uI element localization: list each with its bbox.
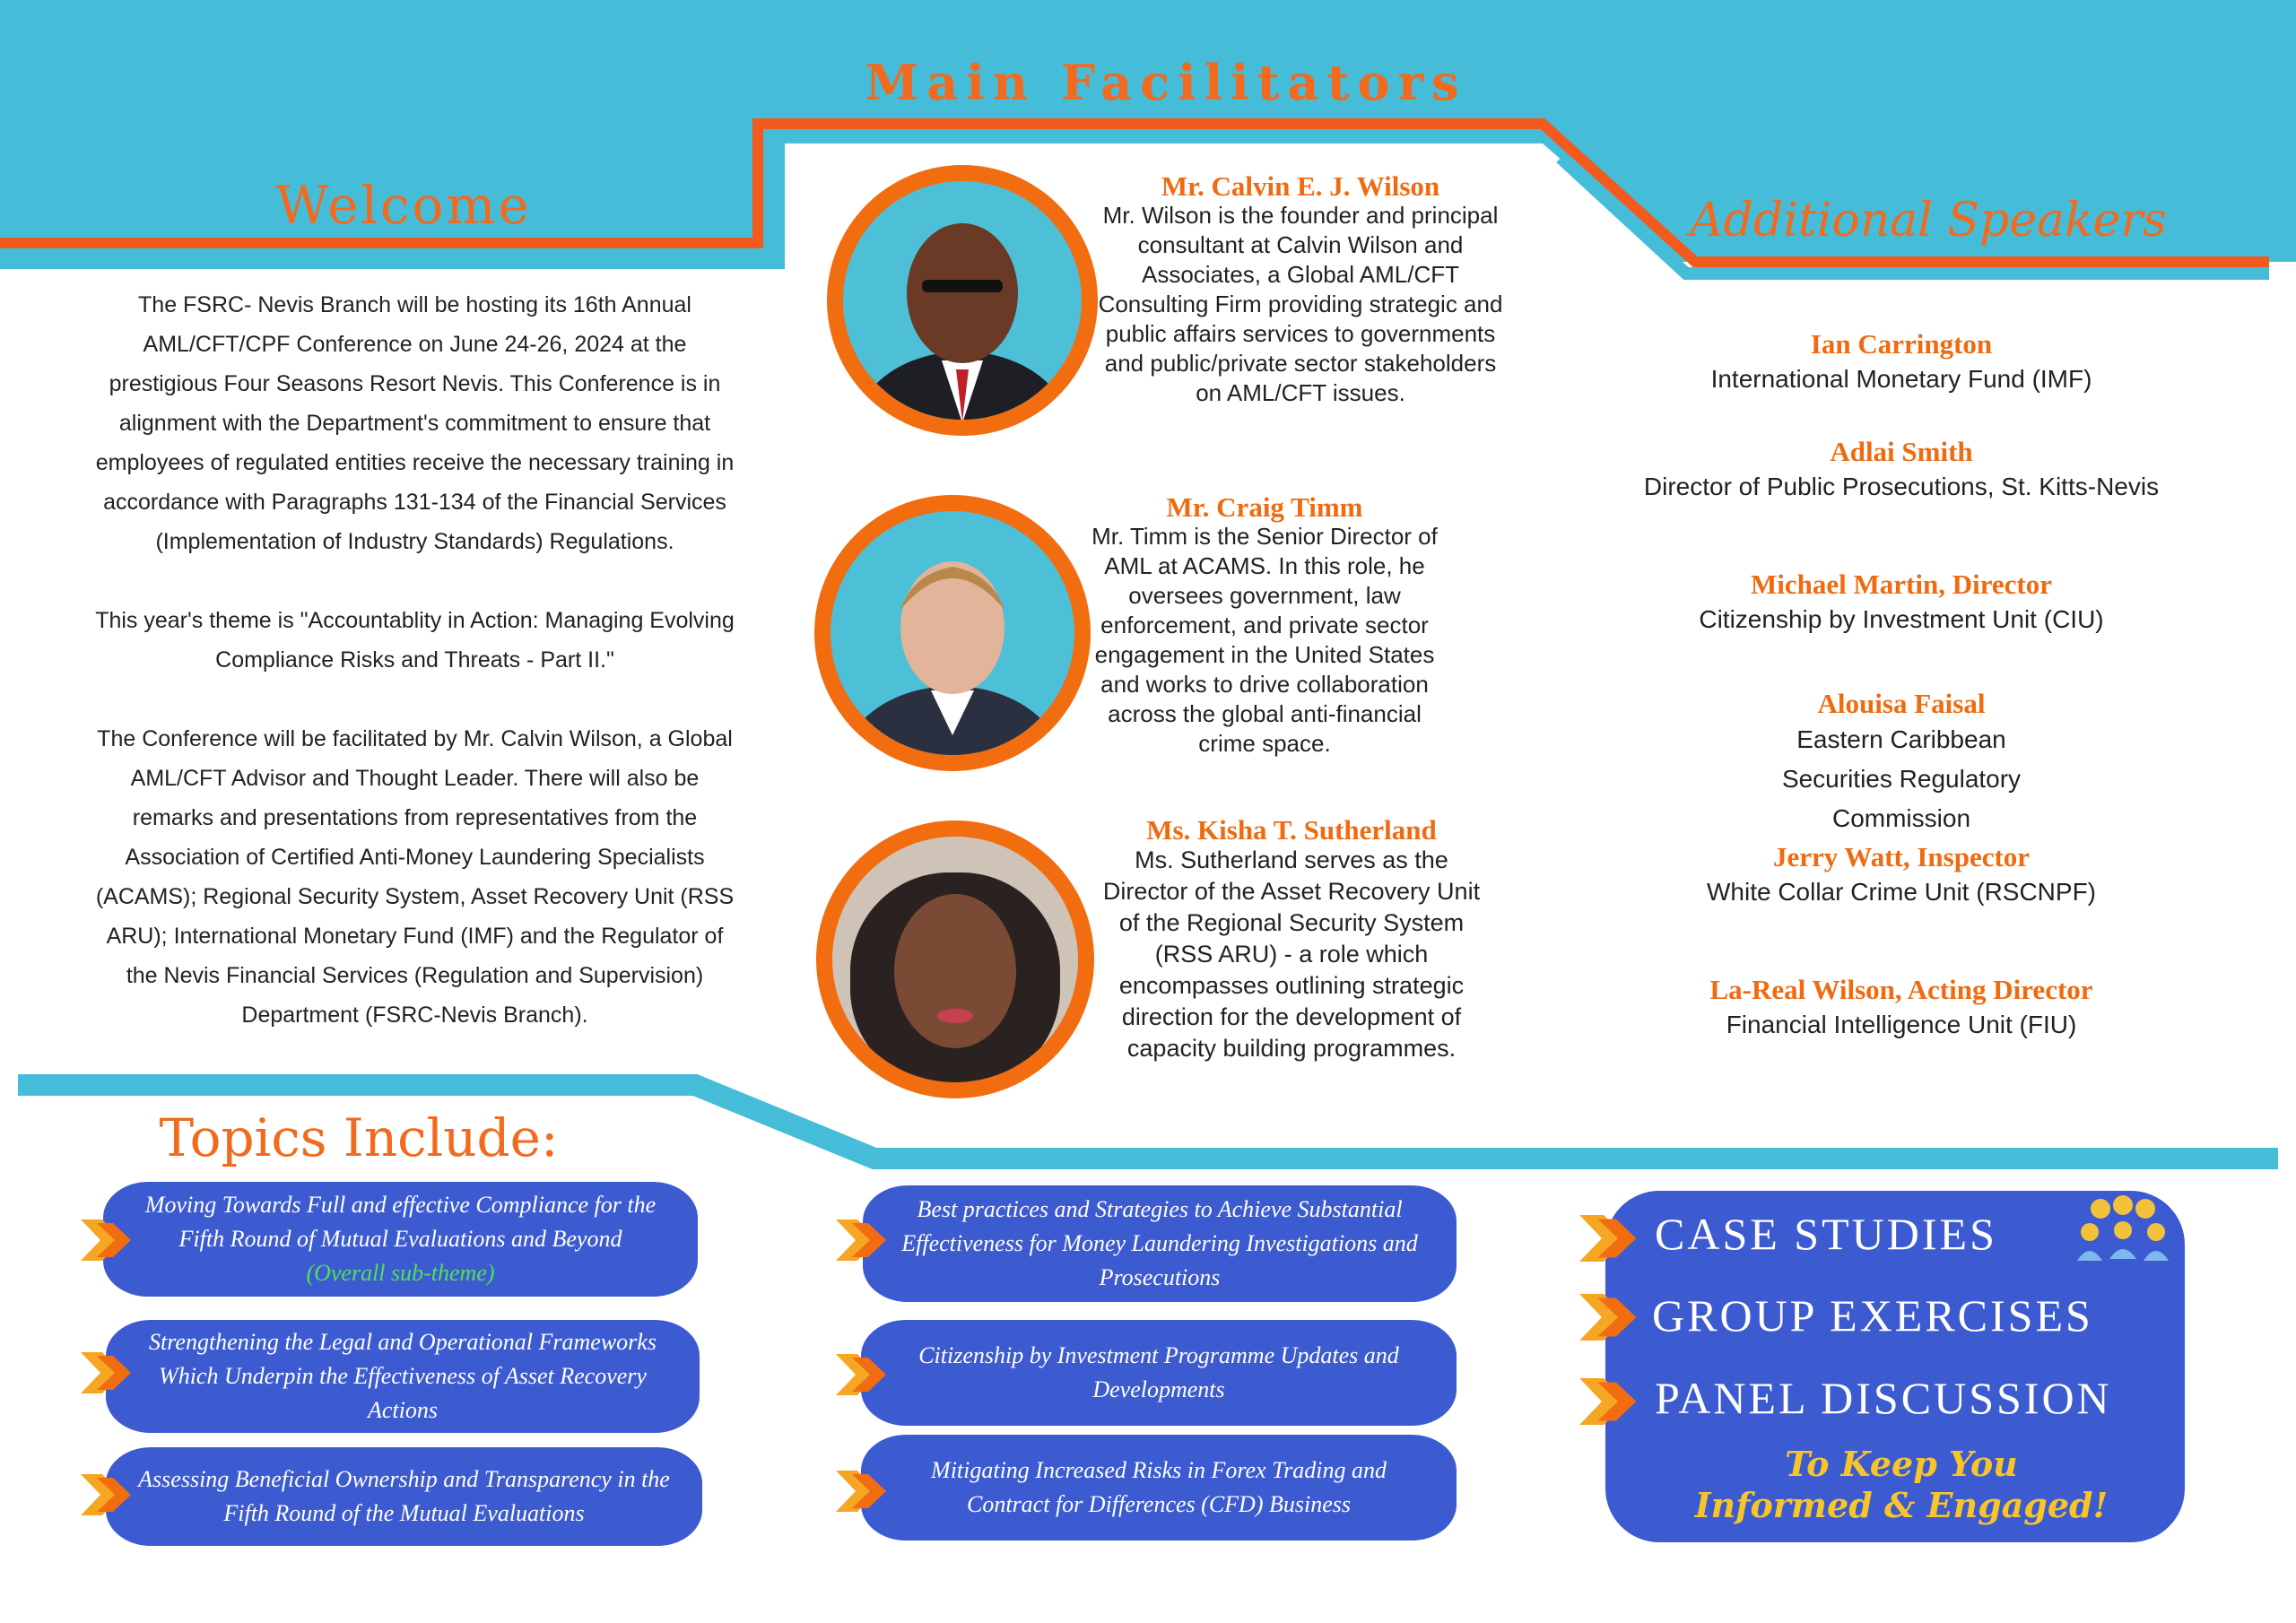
activities-tagline <box>1668 1444 2135 1526</box>
facilitator-timm <box>1085 491 1444 759</box>
facilitator-bio: Mr. Timm is the Senior Director of AML at ACAMS. In this role, he oversees government, law enforcement, and private sector engagement in the United States and works to drive collaboration across the global anti-financial crime space. <box>1091 523 1438 757</box>
speaker-org: Eastern Caribbean Securities Regulatory Commission <box>1781 725 2022 832</box>
speaker-smith <box>1596 436 2206 506</box>
speaker-name: La-Real Wilson, Acting Director <box>1709 974 2093 1005</box>
topic-text: Moving Towards Full and effective Compliance for the Fifth Round of Mutual Evaluations and Beyond <box>144 1192 657 1252</box>
welcome-body <box>94 285 735 1035</box>
topic-text: Citizenship by Investment Programme Updates and Developments <box>918 1342 1399 1402</box>
speaker-la-real-wilson <box>1596 974 2206 1044</box>
topic-text: Strengthening the Legal and Operational Frameworks Which Underpin the Effectiveness of Asset Recovery Actions <box>149 1329 657 1423</box>
chevron-arrow-icon <box>1578 1294 1641 1341</box>
chevron-arrow-icon <box>836 1354 890 1395</box>
facilitator-photo-sutherland <box>816 820 1094 1098</box>
speaker-martin <box>1596 568 2206 638</box>
speaker-name: Alouisa Faisal <box>1817 688 1986 719</box>
speaker-watt <box>1596 841 2206 911</box>
group-people-icon <box>2074 1194 2172 1266</box>
speaker-name: Jerry Watt, Inspector <box>1772 841 2031 872</box>
topic-text: Mitigating Increased Risks in Forex Trading and Contract for Differences (CFD) Business <box>931 1457 1387 1517</box>
topic-pill <box>103 1182 698 1297</box>
tagline-line-1: To Keep You <box>1785 1444 2018 1484</box>
main-facilitators-heading: Main Facilitators <box>865 54 1467 111</box>
speaker-faisal <box>1749 688 2054 838</box>
welcome-paragraph-3: The Conference will be facilitated by Mr. Calvin Wilson, a Global AML/CFT Advisor and Thought Leader. There will also be remarks and presentations from representatives from the Association of Certified Anti-Money Laundering Specialists (ACAMS); Regional Security System, Asset Recovery Unit (RSS ARU); International Monetary Fund (IMF) and the Regulator of the Nevis Financial Services (Regulation and Supervision) Department (FSRC-Nevis Branch). <box>95 726 735 1028</box>
topic-text: Best practices and Strategies to Achieve Substantial Effectiveness for Money Laundering Investigations and Prosecutions <box>901 1196 1418 1290</box>
facilitator-wilson <box>1094 170 1507 408</box>
speaker-org: Financial Intelligence Unit (FIU) <box>1726 1011 2077 1038</box>
topics-heading: Topics Include: <box>159 1107 559 1168</box>
welcome-paragraph-2: This year's theme is "Accountablity in Action: Managing Evolving Compliance Risks and Threats - Part II." <box>95 608 735 673</box>
topic-pill <box>106 1447 702 1546</box>
facilitator-bio: Ms. Sutherland serves as the Director of the Asset Recovery Unit of the Regional Security System (RSS ARU) - a role which encompasses outlining strategic direction for the development of capacity building programmes. <box>1102 846 1481 1062</box>
activity-panel-discussion: PANEL DISCUSSION <box>1655 1373 2112 1423</box>
facilitator-name: Ms. Kisha T. Sutherland <box>1146 814 1437 846</box>
chevron-arrow-icon <box>836 1471 890 1512</box>
additional-speakers-heading: Additional Speakers <box>1690 194 2167 247</box>
facilitator-bio: Mr. Wilson is the founder and principal consultant at Calvin Wilson and Associates, a Global AML/CFT Consulting Firm providing strategic and public affairs services to governments and public/private sector stakeholders on AML/CFT issues. <box>1098 202 1503 406</box>
speaker-org: White Collar Crime Unit (RSCNPF) <box>1706 878 2097 906</box>
speaker-org: Director of Public Prosecutions, St. Kitts-Nevis <box>1643 473 2160 500</box>
speaker-carrington <box>1596 328 2206 398</box>
welcome-heading: Welcome <box>275 175 532 236</box>
chevron-arrow-icon <box>81 1352 135 1393</box>
tagline-line-2: Informed & Engaged! <box>1694 1485 2109 1525</box>
topic-pill <box>861 1435 1457 1541</box>
speaker-org: Citizenship by Investment Unit (CIU) <box>1699 605 2104 633</box>
chevron-arrow-icon <box>81 1474 135 1515</box>
chevron-arrow-icon <box>836 1219 890 1261</box>
facilitator-sutherland <box>1090 814 1493 1064</box>
speaker-name: Adlai Smith <box>1830 436 1973 467</box>
activity-case-studies: CASE STUDIES <box>1655 1209 1997 1259</box>
facilitator-name: Mr. Craig Timm <box>1166 491 1363 523</box>
speaker-name: Ian Carrington <box>1810 328 1993 360</box>
topic-pill <box>106 1320 700 1433</box>
topic-pill <box>863 1185 1457 1302</box>
topic-pill <box>861 1320 1457 1426</box>
topic-text: Assessing Beneficial Ownership and Transparency in the Fifth Round of the Mutual Evaluations <box>138 1466 670 1526</box>
welcome-paragraph-1: The FSRC- Nevis Branch will be hosting its 16th Annual AML/CFT/CPF Conference on June 24-26, 2024 at the prestigious Four Seasons Resort Nevis. This Conference is in alignment with the Department's commitment to ensure that employees of regulated entities receive the necessary training in accordance with Paragraphs 131-134 of the Financial Services (Implementation of Industry Standards) Regulations. <box>95 292 735 554</box>
speaker-name: Michael Martin, Director <box>1751 568 2052 600</box>
chevron-arrow-icon <box>1578 1378 1641 1425</box>
facilitator-name: Mr. Calvin E. J. Wilson <box>1161 170 1440 202</box>
facilitator-photo-wilson <box>827 165 1098 436</box>
chevron-arrow-icon <box>1578 1215 1641 1262</box>
facilitator-photo-timm <box>814 495 1091 771</box>
chevron-arrow-icon <box>81 1219 135 1261</box>
activity-group-exercises: GROUP EXERCISES <box>1652 1290 2093 1341</box>
topic-subtheme: (Overall sub-theme) <box>306 1260 495 1286</box>
speaker-org: International Monetary Fund (IMF) <box>1710 365 2092 393</box>
